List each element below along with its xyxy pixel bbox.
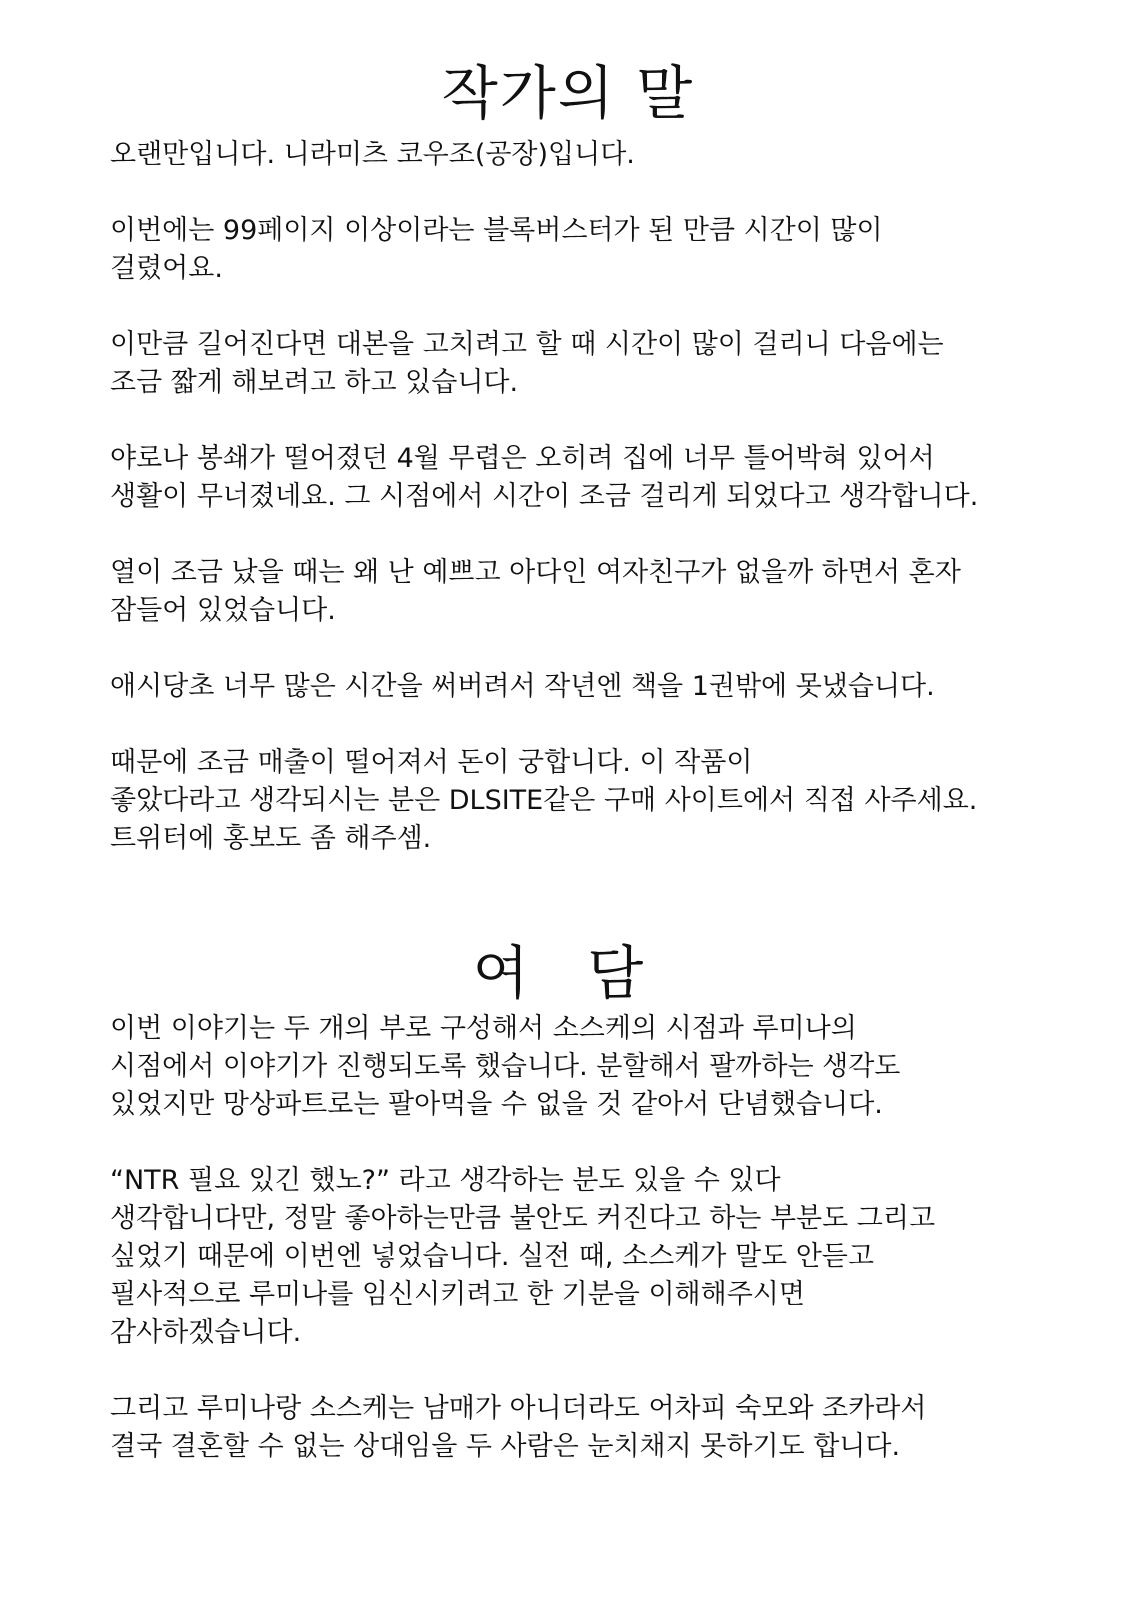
author-note-paragraph: 이번에는 99페이지 이상이라는 블록버스터가 된 만큼 시간이 많이 걸렸어요.: [110, 215, 883, 284]
author-note-paragraph: 이만큼 길어진다면 대본을 고치려고 할 때 시간이 많이 걸리니 다음에는 조금 짧게 해보려고 하고 있습니다.: [110, 329, 944, 398]
side-story-paragraph: 이번 이야기는 두 개의 부로 구성해서 소스케의 시점과 루미나의 시점에서 이야기가 진행되도록 했습니다. 분할해서 팔까하는 생각도 있었지만 망상파트로는 팔아먹을 수 없을 것 같아서 단념했습니다.: [110, 1013, 901, 1120]
side-story-title: 여 담: [472, 939, 664, 1007]
author-note-paragraph: 애시당초 너무 많은 시간을 써버려서 작년엔 책을 1권밖에 못냈습니다.: [110, 671, 935, 702]
side-story-section: [110, 1010, 1050, 1466]
side-story-paragraph: “NTR 필요 있긴 했노?” 라고 생각하는 분도 있을 수 있다 생각합니다만, 정말 좋아하는만큼 불안도 커진다고 하는 부분도 그리고 싶었기 때문에 이번엔 넣었습니다. 실전 때, 소스케가 말도 안듣고 필사적으로 루미나를 임신시키려고 한 기분을 이해해주시면 감사하겠습니다.: [110, 1165, 936, 1348]
author-note-paragraph: 때문에 조금 매출이 떨어져서 돈이 궁합니다. 이 작품이 좋았다라고 생각되시는 분은 DLSITE같은 구매 사이트에서 직접 사주세요. 트위터에 홍보도 좀 해주셈.: [110, 747, 978, 854]
author-note-paragraph: 오랜만입니다. 니라미츠 코우조(공장)입니다.: [110, 139, 635, 170]
author-note-paragraph: 열이 조금 났을 때는 왜 난 예쁘고 아다인 여자친구가 없을까 하면서 혼자 잠들어 있었습니다.: [110, 557, 961, 626]
author-note-paragraph: 야로나 봉쇄가 떨어졌던 4월 무렵은 오히려 집에 너무 틀어박혀 있어서 생활이 무너졌네요. 그 시점에서 시간이 조금 걸리게 되었다고 생각합니다.: [110, 443, 979, 512]
author-note-title: 작가의 말: [441, 59, 695, 127]
author-note-section: [110, 136, 1050, 858]
side-story-paragraph: 그리고 루미나랑 소스케는 남매가 아니더라도 어차피 숙모와 조카라서 결국 결혼할 수 없는 상대임을 두 사람은 눈치채지 못하기도 합니다.: [110, 1393, 927, 1462]
